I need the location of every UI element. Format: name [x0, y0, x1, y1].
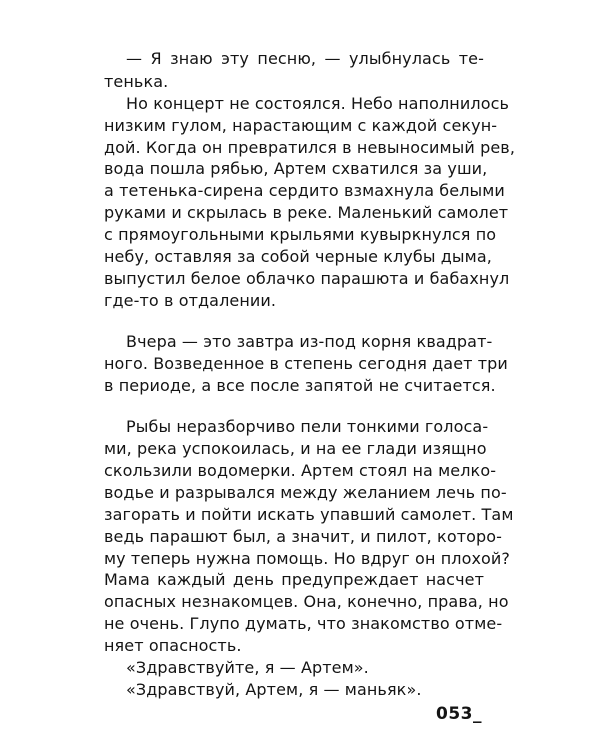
text-line: Рыбы неразборчиво пели тонкими голоса-: [126, 417, 489, 436]
text-line: вода пошла рябью, Артем схватился за уши,: [104, 159, 488, 179]
text-line: ми, река успокоилась, и на ее глади изящно: [104, 438, 487, 458]
text-line: Вчера — это завтра из-под корня квадрат-: [126, 332, 493, 352]
text-line: а тетенька-сирена сердито взмахнула белыми: [104, 181, 505, 201]
text-line: в периоде, а все после запятой не считается.: [104, 375, 496, 395]
text-line: загорать и пойти искать упавший самолет. Там: [104, 504, 514, 524]
text-line: ведь парашют был, а значит, и пилот, которо-: [104, 526, 503, 546]
text-line: ного. Возведенное в степень сегодня дает три: [104, 353, 508, 373]
page-number: 053_: [436, 704, 482, 724]
text-line: дой. Когда он превратился в невыносимый рев,: [104, 137, 516, 157]
text-line: — Я знаю эту песню, — улыбнулась те-: [126, 49, 484, 68]
text-line: выпустил белое облачко парашюта и бабахнул: [104, 269, 510, 289]
text-line: скользили водомерки. Артем стоял на мелко-: [104, 460, 497, 480]
text-line: Мама каждый день предупреждает насчет: [104, 570, 484, 590]
text-line: Но концерт не состоялся. Небо наполнилось: [126, 93, 510, 113]
text-line: «Здравствуйте, я — Артем».: [126, 658, 369, 678]
text-line: «Здравствуй, Артем, я — маньяк».: [126, 680, 422, 699]
text-line: низким гулом, нарастающим с каждой секун-: [104, 115, 498, 135]
text-line: му теперь нужна помощь. Но вдруг он плохой?: [104, 548, 511, 568]
text-line: руками и скрылась в реке. Маленький самолет: [104, 203, 509, 223]
text-line: небу, оставляя за собой черные клубы дыма,: [104, 247, 492, 267]
text-line: няет опасность.: [104, 636, 242, 656]
text-line: опасных незнакомцев. Она, конечно, права, но: [104, 592, 509, 612]
text-line: не очень. Глупо думать, что знакомство отме-: [104, 614, 503, 634]
text-line: водье и разрывался между желанием лечь по-: [104, 482, 507, 502]
text-line: где-то в отдалении.: [104, 290, 277, 310]
text-line: тенька.: [104, 71, 169, 91]
text-line: с прямоугольными крыльями кувыркнулся по: [104, 225, 497, 245]
